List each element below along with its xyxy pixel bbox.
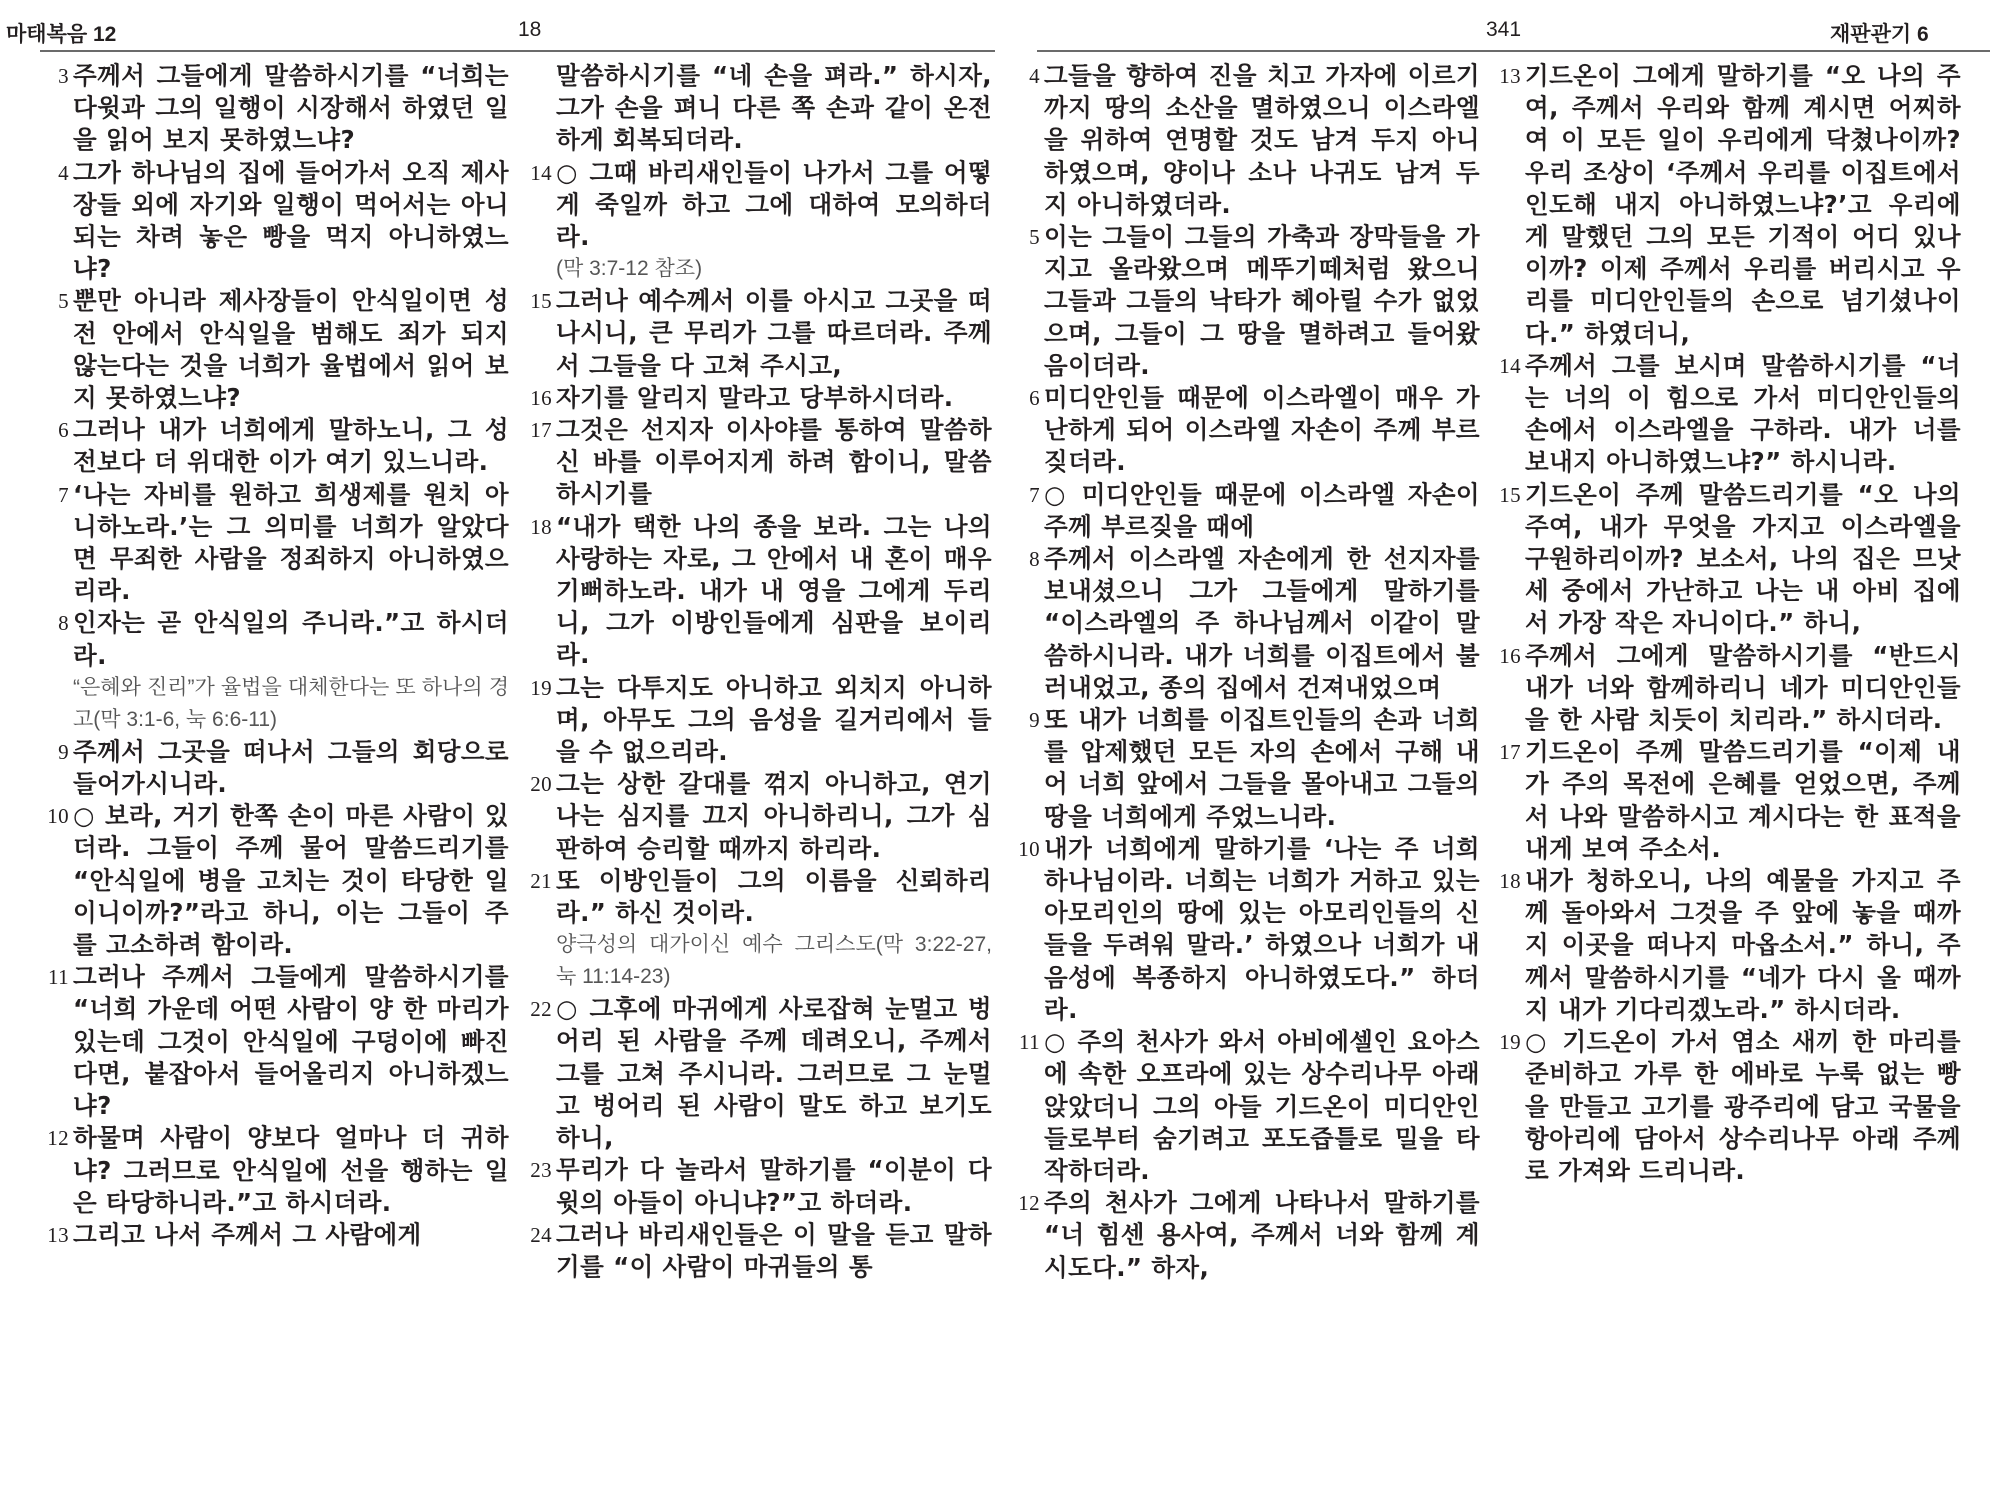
verse-text: ○ 보라, 거기 한쪽 손이 마른 사람이 있더라. 그들이 주께 물어 말씀드리기를 “안식일에 병을 고치는 것이 타당한 일이니이까?”라고 하니, 이는 그들이 주를 고소하려 함이라. xyxy=(73,801,509,960)
verse-text: 내가 너희에게 말하기를 ‘나는 주 너희 하나님이라. 너희는 너희가 거하고 있는 아모리인의 땅에 있는 아모리인들의 신들을 두려워 말라.’ 하였으나 너희가 내 음성에 복종하지 아니하였도다.” 하더라. xyxy=(1044,833,1480,1024)
verse-text: 그는 상한 갈대를 꺾지 아니하고, 연기 나는 심지를 끄지 아니하리니, 그가 심판하여 승리할 때까지 하리라. xyxy=(556,769,992,863)
verse xyxy=(47,1122,509,1219)
verse xyxy=(58,736,509,800)
verse-number: 6 xyxy=(58,418,69,443)
verse-number: 20 xyxy=(530,772,552,797)
verse-text: 주께서 그에게 말씀하시기를 “반드시 내가 너와 함께하리니 네가 미디안인들을 한 사람 치듯이 치리라.” 하시더라. xyxy=(1525,640,1961,735)
verse-text: ○ 주의 천사가 와서 아비에셀인 요아스에 속한 오프라에 있는 상수리나무 아래 앉았더니 그의 아들 기드온이 미디안인들로부터 숨기려고 포도즙틀로 밀을 타작하더라. xyxy=(1044,1027,1480,1185)
verse-text: 미디안인들 때문에 이스라엘이 매우 가난하게 되어 이스라엘 자손이 주께 부르짖더라. xyxy=(1044,383,1480,477)
verse xyxy=(1499,479,1961,640)
verse-number: 11 xyxy=(1018,1030,1040,1055)
verse xyxy=(1029,221,1480,382)
verse-continuation xyxy=(556,60,992,157)
verse-number: 24 xyxy=(530,1222,552,1247)
verse xyxy=(1018,833,1480,1026)
verse-text: 주께서 그를 보시며 말씀하시기를 “너는 너의 이 힘으로 가서 미디안인들의 손에서 이스라엘을 구하라. 내가 너를 보내지 아니하였느냐?” 하시니라. xyxy=(1525,350,1961,477)
verse-text: ○ 그후에 마귀에게 사로잡혀 눈멀고 벙어리 된 사람을 주께 데려오니, 주께서 그를 고쳐 주시니라. 그러므로 그 눈멀고 벙어리 된 사람이 말도 하고 보기도 하니, xyxy=(556,994,992,1153)
verse-number: 21 xyxy=(530,868,552,893)
verse-number: 10 xyxy=(1018,836,1040,861)
right-page xyxy=(1000,0,2000,1500)
verse-text: 기드온이 그에게 말하기를 “오 나의 주여, 주께서 우리와 함께 계시면 어찌하여 이 모든 일이 우리에게 닥쳤나이까? 우리 조상이 ‘주께서 우리를 이집트에서 인도해 내지 아니하였느냐?’고 우리에게 말했던 그의 모든 기적이 어디 있나이까? 이제 주께서 우리를 버리시고 우리를 미디안인들의 손으로 넘기셨나이다.” 하였더니, xyxy=(1525,61,1961,348)
verse xyxy=(1029,543,1480,704)
verse-text: ○ 기드온이 가서 염소 새끼 한 마리를 준비하고 가루 한 에바로 누룩 없는 빵을 만들고 고기를 광주리에 담고 국물을 항아리에 담아서 상수리나무 아래 주께로 가져와 드리니라. xyxy=(1525,1027,1961,1185)
verse xyxy=(530,511,992,672)
verse xyxy=(530,1219,992,1283)
verse-text: 그들을 향하여 진을 치고 가자에 이르기까지 땅의 소산을 멸하였으니 이스라엘을 위하여 연명할 것도 남겨 두지 아니하였으며, 양이나 소나 나귀도 남겨 두지 아니하였더라. xyxy=(1044,61,1480,219)
verse-number: 16 xyxy=(530,385,552,410)
verse-text: ○ 미디안인들 때문에 이스라엘 자손이 주께 부르짖을 때에 xyxy=(1044,479,1480,541)
verse-text: 그가 하나님의 집에 들어가서 오직 제사장들 외에 자기와 일행이 먹어서는 아니되는 차려 놓은 빵을 먹지 아니하였느냐? xyxy=(73,157,509,284)
verse-number: 10 xyxy=(47,804,69,829)
verse-text: 그러나 내가 너희에게 말하노니, 그 성전보다 더 위대한 이가 여기 있느니라. xyxy=(73,415,509,477)
verse-text: 주의 천사가 그에게 나타나서 말하기를 “너 힘센 용사여, 주께서 너와 함께 계시도다.” 하자, xyxy=(1044,1188,1480,1282)
verse xyxy=(1499,1026,1961,1187)
verse xyxy=(530,993,992,1154)
verse xyxy=(1029,704,1480,833)
page-number: 341 xyxy=(1486,18,1522,41)
verse-number: 4 xyxy=(58,160,69,185)
verse xyxy=(58,607,509,671)
verse-text: 그러나 바리새인들은 이 말을 듣고 말하기를 “이 사람이 마귀들의 통 xyxy=(556,1219,992,1281)
verse-number: 18 xyxy=(1499,869,1521,894)
verse-number: 3 xyxy=(58,64,69,88)
verse-text: 주께서 이스라엘 자손에게 한 선지자를 보내셨으니 그가 그들에게 말하기를 “이스라엘의 주 하나님께서 이같이 말씀하시니라. 내가 너희를 이집트에서 불러내었고, 종의 집에서 건져내었으며 xyxy=(1044,544,1480,702)
verse-number: 5 xyxy=(1029,225,1040,250)
verse xyxy=(530,285,992,382)
verse-text: 그리고 나서 주께서 그 사람에게 xyxy=(73,1219,422,1249)
running-head: 재판관기 6 xyxy=(1830,23,1929,46)
verse-number: 16 xyxy=(1499,643,1521,668)
running-head: 마태복음 12 xyxy=(6,23,117,46)
verse-number: 13 xyxy=(1499,64,1521,88)
verse xyxy=(1018,1187,1480,1284)
verse xyxy=(1018,1026,1480,1187)
text-column-2 xyxy=(1499,60,1961,1187)
verse xyxy=(58,157,509,286)
verse-number: 14 xyxy=(1499,353,1521,378)
page-number: 18 xyxy=(518,18,542,41)
verse xyxy=(1029,479,1480,543)
verse-number: 12 xyxy=(47,1126,69,1151)
verse xyxy=(530,414,992,511)
verse-text: 또 이방인들이 그의 이름을 신뢰하리라.” 하신 것이라. xyxy=(556,865,992,928)
verse-text: 자기를 알리지 말라고 당부하시더라. xyxy=(556,382,954,412)
verse-text: ○ 그때 바리새인들이 나가서 그를 어떻게 죽일까 하고 그에 대하여 모의하더라. xyxy=(556,157,992,252)
verse xyxy=(530,768,992,865)
section-heading: 양극성의 대가이신 예수 그리스도(막 3:22-27, 눅 11:14-23) xyxy=(556,933,992,989)
header-rule xyxy=(1037,50,1990,52)
verse-text: 또 내가 너희를 이집트인들의 손과 너희를 압제했던 모든 자의 손에서 구해 내어 너희 앞에서 그들을 몰아내고 그들의 땅을 너희에게 주었느니라. xyxy=(1044,705,1480,831)
verse xyxy=(1029,382,1480,479)
verse-text: 주께서 그곳을 떠나서 그들의 회당으로 들어가시니라. xyxy=(73,736,509,799)
verse-number: 14 xyxy=(530,160,552,185)
verse-number: 15 xyxy=(530,289,552,314)
verse xyxy=(1499,640,1961,737)
verse-text: 뿐만 아니라 제사장들이 안식일이면 성전 안에서 안식일을 범해도 죄가 되지 않는다는 것을 너희가 율법에서 읽어 보지 못하였느냐? xyxy=(73,286,509,413)
verse-text: 하물며 사람이 양보다 얼마나 더 귀하냐? 그러므로 안식일에 선을 행하는 일은 타당하니라.”고 하시더라. xyxy=(73,1123,509,1217)
verse-text: 기드온이 주께 말씀드리기를 “이제 내가 주의 목전에 은혜를 얻었으면, 주께서 나와 말씀하시고 계시다는 한 표적을 내게 보여 주소서. xyxy=(1525,737,1961,863)
verse-number: 19 xyxy=(1499,1030,1521,1055)
verse-text: 그것은 선지자 이사야를 통하여 말씀하신 바를 이루어지게 하려 함이니, 말씀하시기를 xyxy=(556,415,992,509)
verse-number: 15 xyxy=(1499,482,1521,507)
verse xyxy=(530,865,992,929)
verse-text: “내가 택한 나의 종을 보라. 그는 나의 사랑하는 자로, 그 안에서 내 혼이 매우 기뻐하노라. 내가 내 영을 그에게 두리니, 그가 이방인들에게 심판을 보이리라. xyxy=(556,511,992,670)
verse xyxy=(1499,736,1961,865)
verse-number: 6 xyxy=(1029,386,1040,411)
verse-number: 12 xyxy=(1018,1191,1040,1216)
verse-text: 주께서 그들에게 말씀하시기를 “너희는 다윗과 그의 일행이 시장해서 하였던 일을 읽어 보지 못하였느냐? xyxy=(73,61,509,155)
verse-number: 9 xyxy=(58,739,69,764)
verse-text: 그는 다투지도 아니하고 외치지 아니하며, 아무도 그의 음성을 길거리에서 들을 수 없으리라. xyxy=(556,672,992,767)
verse-number: 23 xyxy=(530,1158,552,1183)
verse-text: ‘나는 자비를 원하고 희생제를 원치 아니하노라.’는 그 의미를 너희가 알았다면 무죄한 사람을 정죄하지 아니하였으리라. xyxy=(73,479,509,606)
verse xyxy=(530,672,992,769)
verse-text: 말씀하시기를 “네 손을 펴라.” 하시자, 그가 손을 펴니 다른 쪽 손과 같이 온전하게 회복되더라. xyxy=(556,61,992,155)
text-column-1 xyxy=(1018,60,1480,1284)
verse xyxy=(1499,350,1961,479)
section-heading: (막 3:7-12 참조) xyxy=(556,257,703,281)
verse-text: 그러나 주께서 그들에게 말씀하시기를 “너희 가운데 어떤 사람이 양 한 마리가 있는데 그것이 안식일에 구덩이에 빠진다면, 붙잡아서 들어올리지 아니하겠느냐? xyxy=(73,962,509,1121)
verse xyxy=(1029,60,1480,221)
verse xyxy=(47,1219,509,1251)
verse-text: 그러나 예수께서 이를 아시고 그곳을 떠나시니, 큰 무리가 그를 따르더라. 주께서 그들을 다 고쳐 주시고, xyxy=(556,286,992,380)
verse-text: 내가 청하오니, 나의 예물을 가지고 주께 돌아와서 그것을 주 앞에 놓을 때까지 이곳을 떠나지 마옵소서.” 하니, 주께서 말씀하시기를 “네가 다시 올 때까지 내가 기다리겠노라.” 하시더라. xyxy=(1525,866,1961,1024)
verse-number: 8 xyxy=(58,611,69,636)
verse-number: 17 xyxy=(530,418,552,443)
verse xyxy=(58,479,509,608)
verse xyxy=(47,800,509,961)
verse-number: 17 xyxy=(1499,740,1521,765)
verse-text: 인자는 곧 안식일의 주니라.”고 하시더라. xyxy=(73,608,509,670)
verse-number: 22 xyxy=(530,997,552,1022)
verse-text: 기드온이 주께 말씀드리기를 “오 나의 주여, 내가 무엇을 가지고 이스라엘을 구원하리이까? 보소서, 나의 집은 므낫세 중에서 가난하고 나는 내 아비 집에서 가장 작은 자니이다.” 하니, xyxy=(1525,479,1961,638)
text-column-1 xyxy=(47,60,509,1251)
verse-number: 7 xyxy=(58,482,69,507)
verse-number: 18 xyxy=(530,514,552,539)
verse-number: 9 xyxy=(1029,708,1040,733)
verse xyxy=(58,414,509,478)
verse-number: 5 xyxy=(58,289,69,314)
verse-number: 11 xyxy=(47,965,69,990)
verse-text: 이는 그들이 그들의 가축과 장막들을 가지고 올라왔으며 메뚜기떼처럼 왔으니 그들과 그들의 낙타가 헤아릴 수가 없었으며, 그들이 그 땅을 멸하려고 들어왔음이더라. xyxy=(1044,222,1480,380)
verse xyxy=(58,60,509,157)
verse-text: 무리가 다 놀라서 말하기를 “이분이 다윗의 아들이 아니냐?”고 하더라. xyxy=(556,1155,992,1217)
verse xyxy=(530,1154,992,1218)
text-column-2 xyxy=(530,60,992,1283)
verse-number: 4 xyxy=(1029,64,1040,88)
verse xyxy=(1499,865,1961,1026)
verse xyxy=(530,157,992,254)
verse xyxy=(47,961,509,1122)
verse xyxy=(58,285,509,414)
section-heading: “은혜와 진리”가 율법을 대체한다는 또 하나의 경고(막 3:1-6, 눅 6:6-11) xyxy=(73,675,509,731)
verse xyxy=(1499,60,1961,350)
verse xyxy=(530,382,992,414)
verse-number: 19 xyxy=(530,675,552,700)
header-rule xyxy=(40,50,995,52)
verse-number: 13 xyxy=(47,1222,69,1247)
verse-number: 8 xyxy=(1029,547,1040,572)
verse-number: 7 xyxy=(1029,482,1040,507)
